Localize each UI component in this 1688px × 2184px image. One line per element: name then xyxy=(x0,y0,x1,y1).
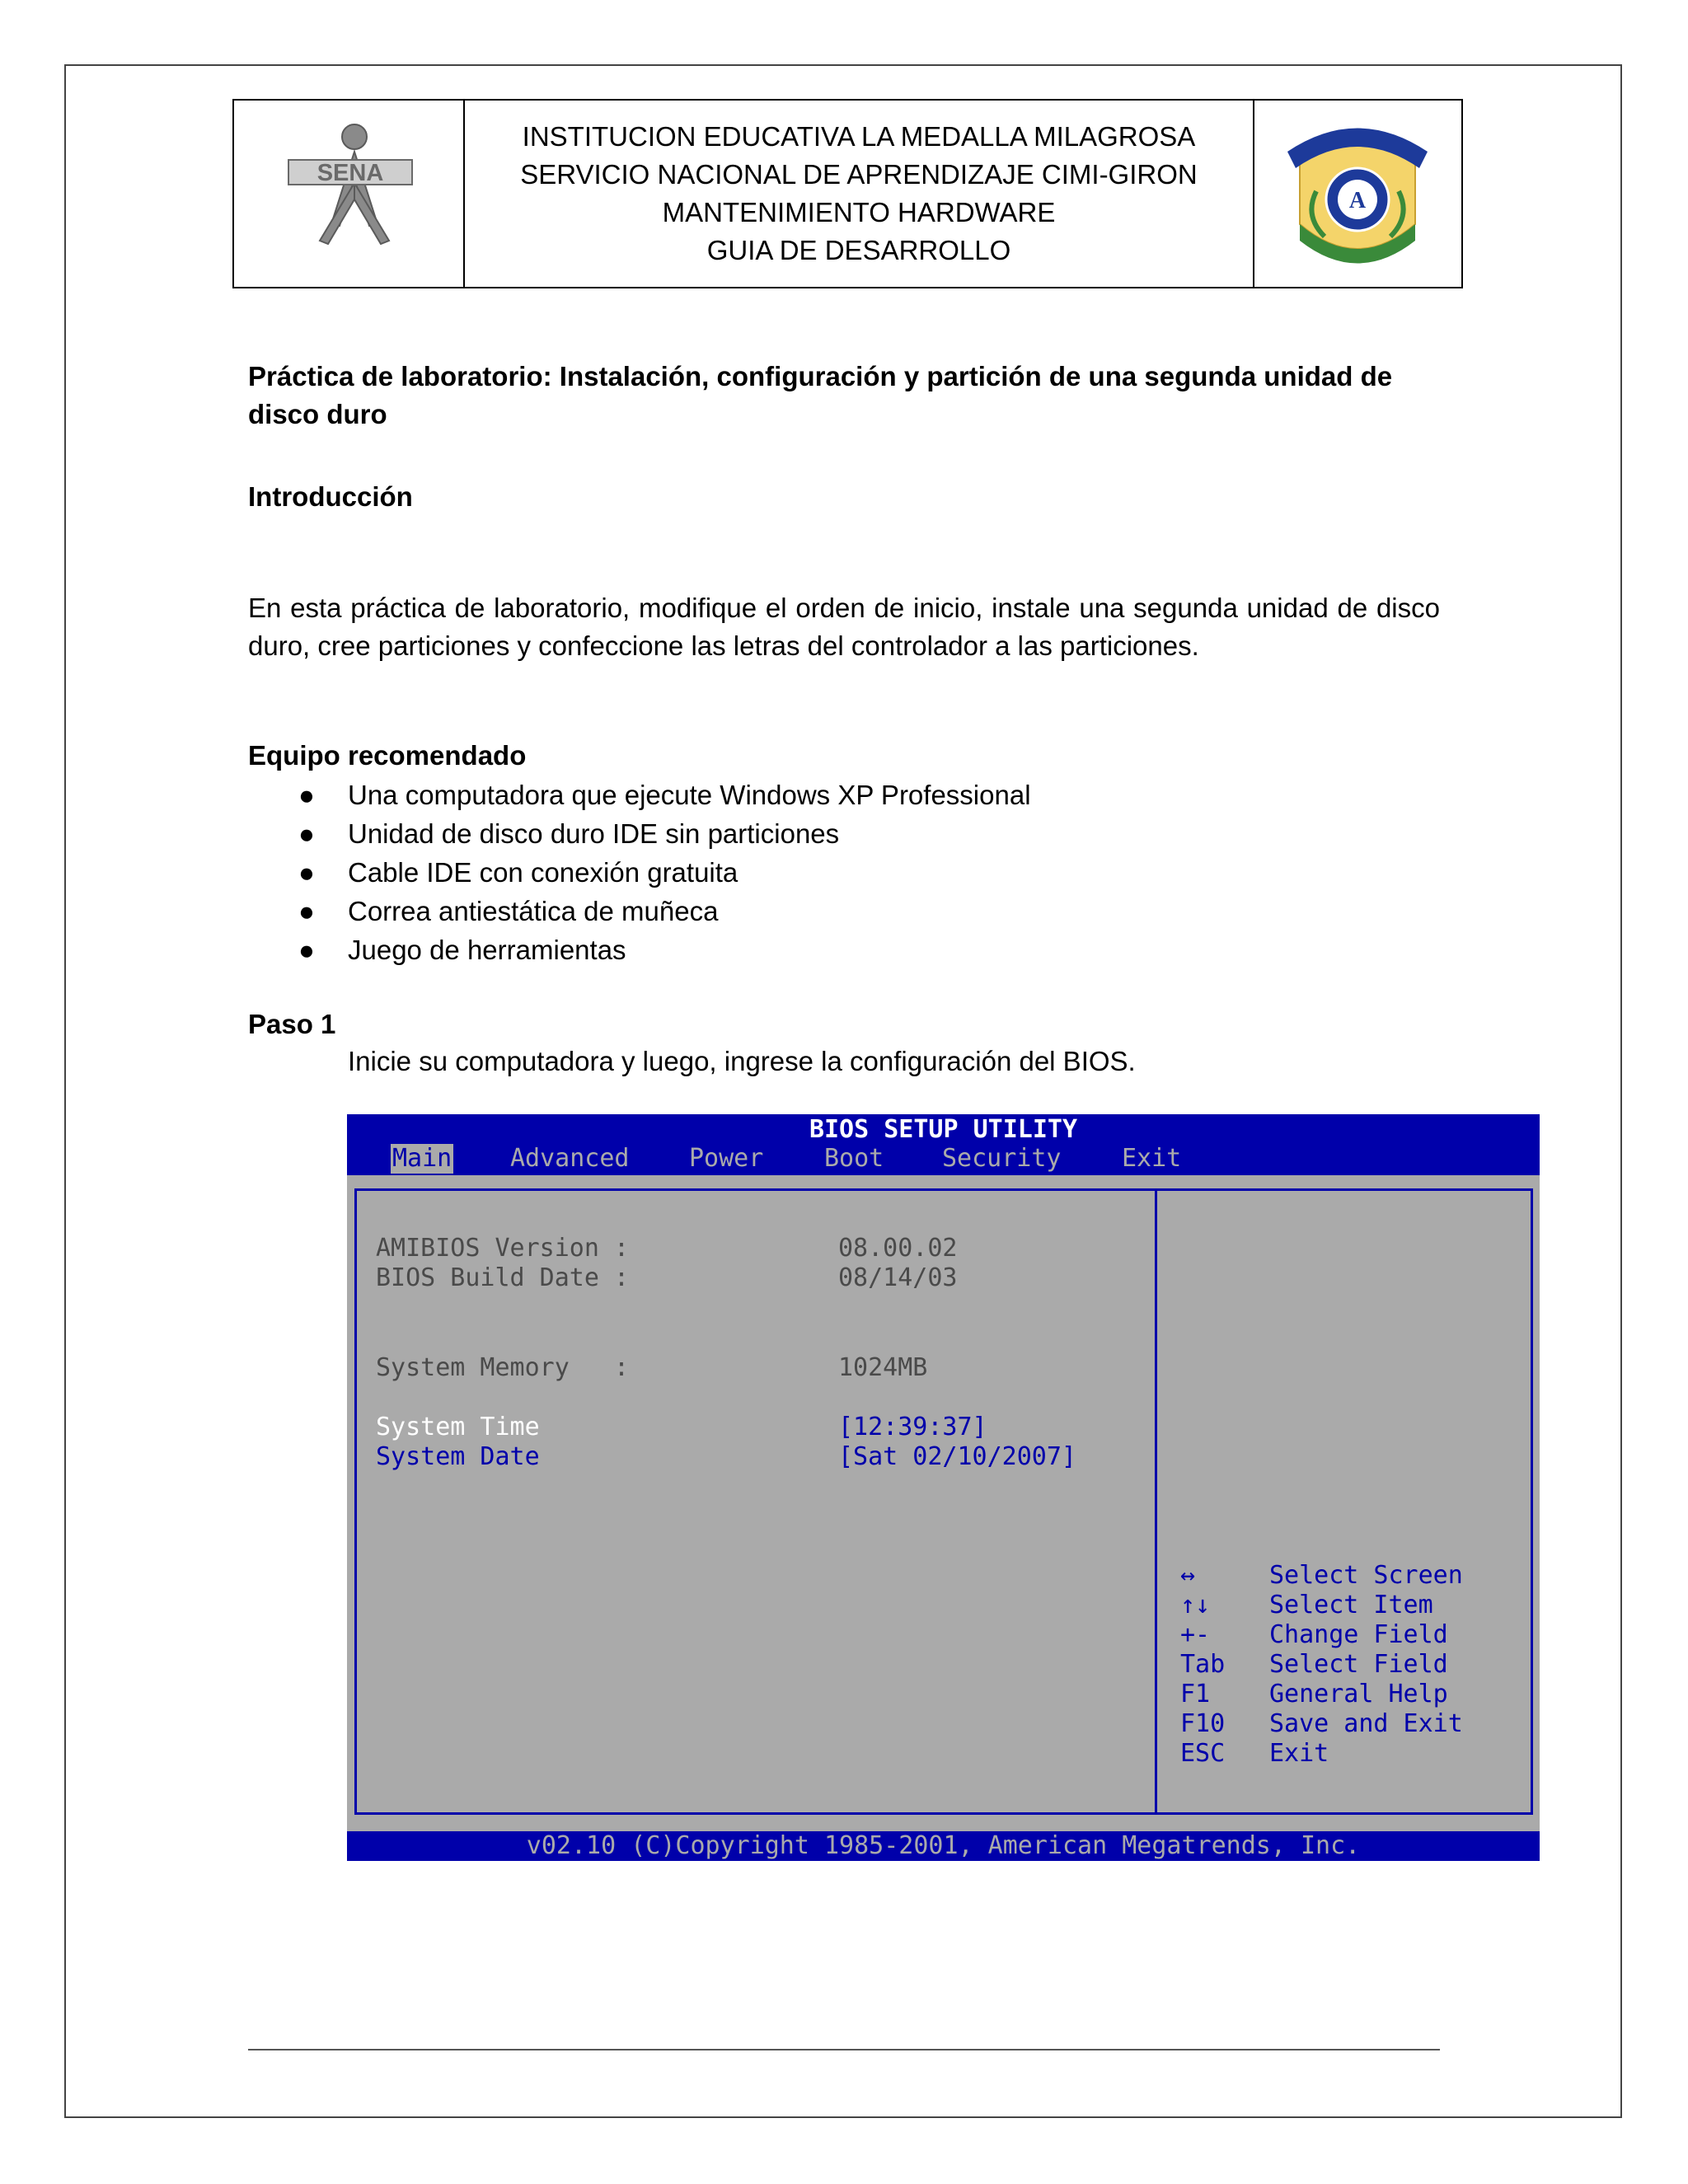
bios-field-label: AMIBIOS Version : xyxy=(376,1234,630,1263)
bios-menu-security[interactable]: Security xyxy=(942,1144,1062,1173)
bios-help-key: +- xyxy=(1180,1620,1211,1649)
bios-field-value: 08.00.02 xyxy=(838,1234,958,1263)
footer-divider xyxy=(248,2049,1440,2050)
sena-logo xyxy=(234,101,463,287)
bios-panel-divider xyxy=(1155,1188,1157,1815)
bullet-icon: ● xyxy=(298,857,315,888)
bios-help-key: ESC xyxy=(1180,1739,1226,1768)
bios-system-date-label[interactable]: System Date xyxy=(376,1442,540,1471)
bullet-icon: ● xyxy=(298,896,315,926)
bios-help-key: F10 xyxy=(1180,1709,1226,1738)
bios-help-action: General Help xyxy=(1269,1680,1448,1708)
bios-system-time-value[interactable]: [12:39:37] xyxy=(838,1413,987,1441)
bios-menu-power[interactable]: Power xyxy=(689,1144,764,1173)
bios-help-key: ↑↓ xyxy=(1180,1591,1211,1619)
bios-menu-boot[interactable]: Boot xyxy=(824,1144,884,1173)
header-line-4: GUIA DE DESARROLLO xyxy=(706,235,1011,265)
bios-menu-main[interactable]: Main xyxy=(392,1144,452,1173)
bullet-icon: ● xyxy=(298,935,315,965)
bios-help-key: F1 xyxy=(1180,1680,1211,1708)
bios-help-key: Tab xyxy=(1180,1650,1226,1679)
equipment-item: ● Correa antiestática de muñeca xyxy=(297,892,1031,930)
bios-field-value: 1024MB xyxy=(838,1353,928,1382)
bios-help-action: Select Screen xyxy=(1269,1561,1463,1590)
school-crest-cell xyxy=(1253,101,1461,287)
header-title-cell xyxy=(465,101,1253,287)
bios-field-label: System Memory : xyxy=(376,1353,630,1382)
bios-help-action: Change Field xyxy=(1269,1620,1448,1649)
document-header xyxy=(232,99,1463,288)
equipment-item: ● Una computadora que ejecute Windows XP Professional xyxy=(297,776,1031,814)
bios-field-value: 08/14/03 xyxy=(838,1263,958,1292)
bios-title: BIOS SETUP UTILITY xyxy=(809,1115,1078,1144)
bios-system-date-value[interactable]: [Sat 02/10/2007] xyxy=(838,1442,1076,1471)
sena-logo-cell xyxy=(234,101,465,287)
intro-paragraph: En esta práctica de laboratorio, modifique el orden de inicio, instale una segunda unidad de disco duro, cree particiones y confeccione las letras del controlador a las particiones. xyxy=(248,593,1440,661)
equipment-item: ● Cable IDE con conexión gratuita xyxy=(297,853,1031,892)
bios-help-action: Exit xyxy=(1269,1739,1329,1768)
bios-copyright-bar: v02.10 (C)Copyright 1985-2001, American Megatrends, Inc. xyxy=(347,1831,1540,1861)
header-line-2: SERVICIO NACIONAL DE APRENDIZAJE CIMI-GIRON xyxy=(520,159,1198,190)
bios-field-label: BIOS Build Date : xyxy=(376,1263,630,1292)
bios-system-time-label[interactable]: System Time xyxy=(376,1413,540,1441)
bullet-icon: ● xyxy=(298,818,315,849)
bios-menu-advanced[interactable]: Advanced xyxy=(510,1144,630,1173)
svg-text:A: A xyxy=(1348,188,1367,213)
bios-menu-exit[interactable]: Exit xyxy=(1122,1144,1182,1173)
step1-text: Inicie su computadora y luego, ingrese la configuración del BIOS. xyxy=(348,1046,1136,1076)
bullet-icon: ● xyxy=(298,780,315,810)
bios-screenshot xyxy=(347,1114,1540,1861)
header-line-3: MANTENIMIENTO HARDWARE xyxy=(662,197,1056,227)
sena-logo-text: SENA xyxy=(316,160,384,186)
header-line-1: INSTITUCION EDUCATIVA LA MEDALLA MILAGROSA xyxy=(522,121,1196,152)
intro-heading: Introducción xyxy=(248,481,413,512)
bios-help-action: Save and Exit xyxy=(1269,1709,1463,1738)
bios-top-bar xyxy=(347,1114,1540,1175)
document-title: Práctica de laboratorio: Instalación, configuración y partición de una segunda unidad de disco duro xyxy=(248,361,1393,429)
step1-heading: Paso 1 xyxy=(248,1009,336,1039)
bios-help-action: Select Item xyxy=(1269,1591,1433,1619)
equipment-list xyxy=(297,776,1031,969)
equipment-item: ● Unidad de disco duro IDE sin particiones xyxy=(297,814,1031,853)
equipment-heading: Equipo recomendado xyxy=(248,740,527,771)
equipment-item: ● Juego de herramientas xyxy=(297,930,1031,969)
bios-help-key: ↔ xyxy=(1180,1561,1196,1590)
school-crest-logo xyxy=(1254,101,1461,287)
bios-help-action: Select Field xyxy=(1269,1650,1448,1679)
